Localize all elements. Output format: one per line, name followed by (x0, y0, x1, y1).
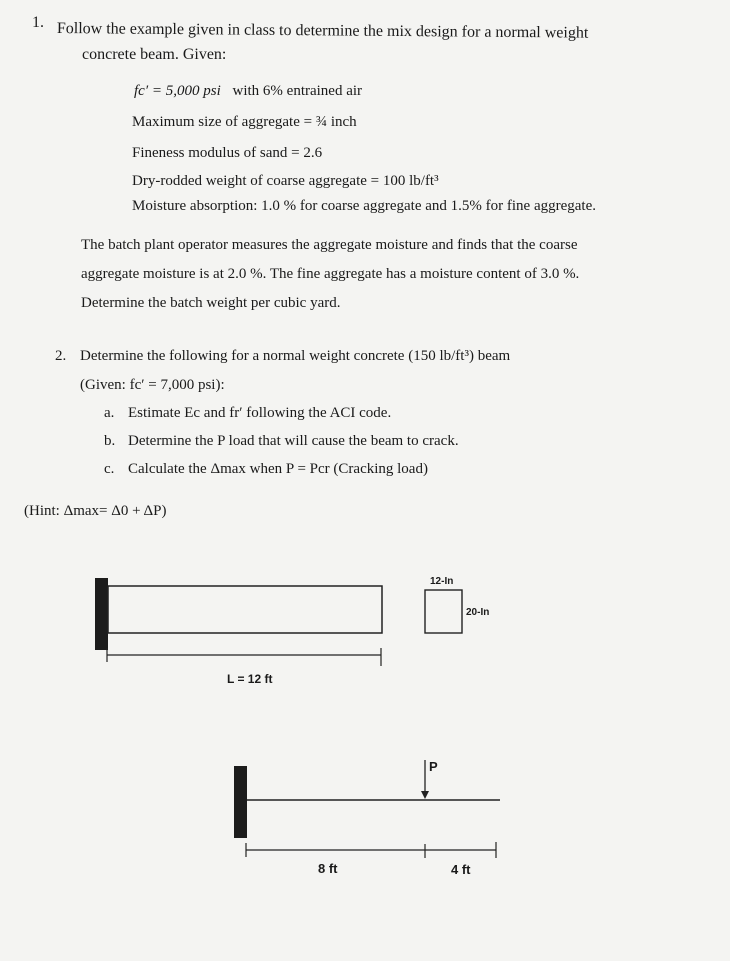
fc-value: = 5,000 psi (148, 83, 221, 99)
problem-2-given: (Given: fc′ = 7,000 psi): (80, 377, 225, 393)
cross-section-box (425, 590, 462, 633)
batch-text-line3: Determine the batch weight per cubic yard. (81, 295, 341, 311)
fixed-support-wall-1 (95, 578, 108, 650)
fc-note: with 6% entrained air (232, 83, 363, 99)
hint-text: (Hint: Δmax= Δ0 + ΔP) (24, 503, 167, 519)
batch-text-line1: The batch plant operator measures the aggregate moisture and finds that the coarse (81, 237, 578, 253)
problem-2-intro: Determine the following for a normal weight concrete (150 lb/ft³) beam (80, 348, 511, 364)
part-b-label: b. (104, 433, 116, 449)
section-depth-label: 20-In (466, 607, 490, 618)
segment-2-label: 4 ft (451, 862, 471, 877)
problem-1-intro-line2: concrete beam. Given: (82, 46, 227, 63)
beam-elevation (108, 586, 382, 633)
load-label: P (429, 759, 438, 774)
part-c-text: Calculate the Δmax when P = Pcr (Cracking load) (128, 461, 428, 477)
section-width-label: 12-In (430, 576, 454, 587)
span-label: L = 12 ft (227, 672, 273, 686)
problem-1-number: 1. (32, 14, 44, 31)
problem-1-intro-line1: Follow the example given in class to determine the mix design for a normal weight (56, 20, 589, 42)
segment-1-label: 8 ft (318, 861, 338, 876)
load-arrow-head (421, 791, 429, 799)
part-a-text: Estimate Ec and fr′ following the ACI code. (128, 405, 392, 421)
part-b-text: Determine the P load that will cause the beam to crack. (128, 433, 459, 449)
batch-text-line2: aggregate moisture is at 2.0 %. The fine aggregate has a moisture content of 3.0 %. (81, 266, 580, 282)
part-a-label: a. (104, 405, 115, 421)
given-moisture-absorption: Moisture absorption: 1.0 % for coarse aggregate and 1.5% for fine aggregate. (132, 198, 596, 214)
fixed-support-wall-2 (234, 766, 247, 838)
problem-2-number: 2. (55, 348, 67, 364)
given-fineness-modulus: Fineness modulus of sand = 2.6 (132, 145, 323, 161)
part-c-label: c. (104, 461, 115, 477)
given-max-aggregate: Maximum size of aggregate = ¾ inch (132, 114, 357, 130)
fc-symbol: fc′ (134, 83, 149, 99)
given-dry-rodded-weight: Dry-rodded weight of coarse aggregate = 100 lb/ft³ (132, 173, 439, 189)
